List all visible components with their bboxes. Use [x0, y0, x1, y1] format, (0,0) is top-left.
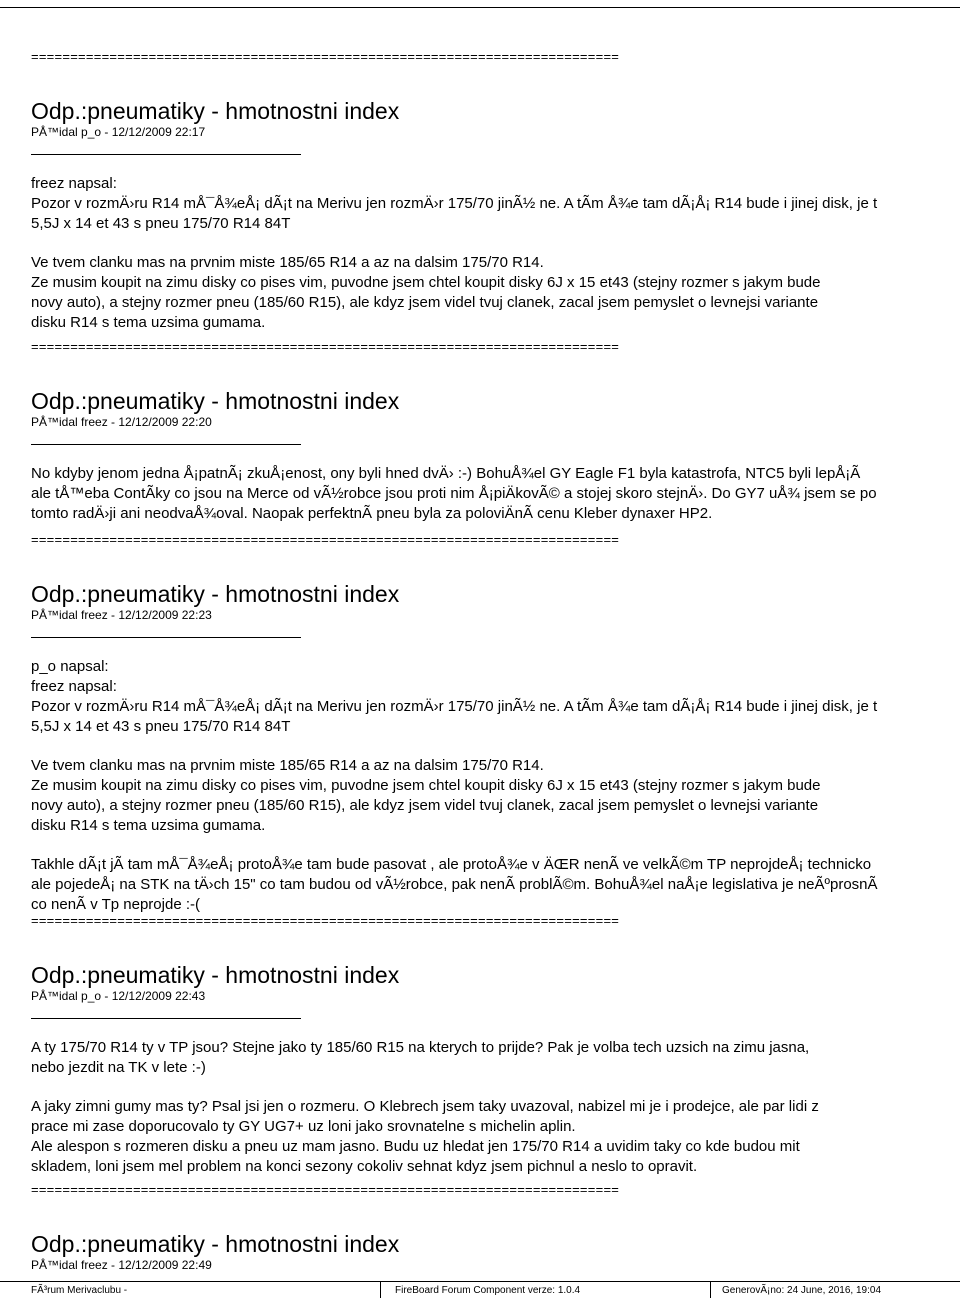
meta-divider [31, 444, 301, 445]
post-line: No kdyby jenom jedna Å¡patnÃ¡ zkuÅ¡enost, ony byli hned dvÄ› :-) BohuÅ¾el GY Eagle F1 byla katastrofa, NTC5 byli lepÅ¡Ã [31, 465, 861, 482]
post-title: Odp.:pneumatiky - hmotnostni index [31, 98, 400, 124]
post-line: novy auto), a stejny rozmer pneu (185/60 R15), ale kdyz jsem videl tvuj clanek, zacal jsem pemyslet o levnejsi variante [31, 294, 819, 311]
post-line: skladem, loni jsem mel problem na konci sezony cokoliv sehnat kdyz jsem pichnul a neslo to opravit. [31, 1158, 698, 1175]
post-line: disku R14 s tema uzsima gumama. [31, 817, 266, 834]
post-separator: =========================================================================== [31, 1182, 620, 1197]
post-line: freez napsal: [31, 175, 117, 192]
forum-post [31, 340, 960, 524]
post-line-blank [31, 1078, 960, 1097]
page-top-rule [0, 7, 960, 8]
post-meta: PÅ™idal freez - 12/12/2009 22:23 [31, 608, 212, 622]
post-line: 5,5J x 14 et 43 s pneu 175/70 R14 84T [31, 215, 291, 232]
post-title: Odp.:pneumatiky - hmotnostni index [31, 581, 400, 607]
post-separator: =========================================================================== [31, 49, 620, 64]
post-separator: =========================================================================== [31, 532, 620, 547]
post-line: ale tÅ™eba ContÃky co jsou na Merce od vÃ½robce jsou proti nim Å¡piÄkovÃ© a stojej skoro stejnÄ›. Do GY7 uÅ¾ jsem se po [31, 485, 877, 502]
post-line: Ale alespon s rozmeren disku a pneu uz mam jasno. Budu uz hledat jen 175/70 R14 a uvidim taky co kde budou mit [31, 1138, 800, 1155]
post-body [31, 657, 960, 915]
forum-post [31, 1183, 960, 1272]
post-line: Pozor v rozmÄ›ru R14 mÅ¯Å¾eÅ¡ dÃ¡t na Merivu jen rozmÄ›r 175/70 jinÃ½ ne. A tÃm Å¾e tam dÃ¡Å¡ R14 bude i jinej disk, je t [31, 698, 878, 715]
post-line: co nenÃ v Tp neprojde :-( [31, 896, 200, 913]
post-line: 5,5J x 14 et 43 s pneu 175/70 R14 84T [31, 718, 291, 735]
post-line: ale pojedeÅ¡ na STK na tÄ›ch 15" co tam budou od vÃ½robce, pak nenÃ problÃ©m. BohuÅ¾el naÅ¡e legislativa je neÃºprosnÃ [31, 876, 878, 893]
post-line: Ze musim koupit na zimu disky co pises vim, puvodne jsem chtel koupit disky 6J x 15 et43 (stejny rozmer s jakym bude [31, 777, 821, 794]
post-meta: PÅ™idal freez - 12/12/2009 22:49 [31, 1258, 212, 1272]
post-line: A ty 175/70 R14 ty v TP jsou? Stejne jako ty 185/60 R15 na kterych to prijde? Pak je volba tech uzsich na zimu jasna, [31, 1039, 810, 1056]
page-footer [0, 1281, 960, 1298]
footer-divider [710, 1281, 711, 1298]
post-meta: PÅ™idal p_o - 12/12/2009 22:43 [31, 989, 206, 1003]
footer-divider [380, 1281, 381, 1298]
post-meta: PÅ™idal freez - 12/12/2009 22:20 [31, 415, 212, 429]
post-line: freez napsal: [31, 678, 117, 695]
post-line: tomto radÄ›ji ani neodvaÅ¾oval. Naopak perfektnÃ pneu byla za poloviÄnÃ cenu Kleber dynaxer HP2. [31, 505, 713, 522]
post-separator: =========================================================================== [31, 913, 620, 928]
post-title: Odp.:pneumatiky - hmotnostni index [31, 962, 400, 988]
post-body [31, 174, 960, 333]
post-line: novy auto), a stejny rozmer pneu (185/60 R15), ale kdyz jsem videl tvuj clanek, zacal jsem pemyslet o levnejsi variante [31, 797, 819, 814]
post-line-blank [31, 836, 960, 855]
post-line: Ve tvem clanku mas na prvnim miste 185/65 R14 a az na dalsim 175/70 R14. [31, 757, 544, 774]
footer-component: FireBoard Forum Component verze: 1.0.4 [395, 1285, 581, 1296]
forum-post [31, 533, 960, 915]
post-line: A jaky zimni gumy mas ty? Psal jsi jen o rozmeru. O Klebrech jsem taky uvazoval, nabizel mi je i prodejce, ale par lidi z [31, 1098, 819, 1115]
post-line: disku R14 s tema uzsima gumama. [31, 314, 266, 331]
post-line: p_o napsal: [31, 658, 109, 675]
post-meta: PÅ™idal p_o - 12/12/2009 22:17 [31, 125, 206, 139]
post-line-blank [31, 737, 960, 756]
post-line: Ve tvem clanku mas na prvnim miste 185/65 R14 a az na dalsim 175/70 R14. [31, 254, 544, 271]
post-line: Pozor v rozmÄ›ru R14 mÅ¯Å¾eÅ¡ dÃ¡t na Merivu jen rozmÄ›r 175/70 jinÃ½ ne. A tÃm Å¾e tam dÃ¡Å¡ R14 bude i jinej disk, je t [31, 195, 878, 212]
post-separator: =========================================================================== [31, 339, 620, 354]
post-body [31, 464, 960, 524]
post-title: Odp.:pneumatiky - hmotnostni index [31, 1231, 400, 1257]
meta-divider [31, 1018, 301, 1019]
forum-post [31, 914, 960, 1177]
forum-post [31, 50, 960, 333]
post-title: Odp.:pneumatiky - hmotnostni index [31, 388, 400, 414]
post-line: Ze musim koupit na zimu disky co pises vim, puvodne jsem chtel koupit disky 6J x 15 et43 (stejny rozmer s jakym bude [31, 274, 821, 291]
post-body [31, 1038, 960, 1177]
post-line-blank [31, 234, 960, 253]
footer-site-name: FÃ³rum Merivaclubu - [31, 1285, 128, 1296]
post-line: Takhle dÃ¡t jÃ tam mÅ¯Å¾eÅ¡ protoÅ¾e tam bude pasovat , ale protoÅ¾e v ÄŒR nenÃ ve velkÃ©m TP neprojdeÅ¡ technicko [31, 856, 872, 873]
footer-generated: GenerovÃ¡no: 24 June, 2016, 19:04 [722, 1285, 882, 1296]
meta-divider [31, 637, 301, 638]
post-line: prace mi zase doporucovalo ty GY UG7+ uz loni jako srovnatelne s michelin aplin. [31, 1118, 576, 1135]
meta-divider [31, 154, 301, 155]
post-line: nebo jezdit na TK v lete :-) [31, 1059, 206, 1076]
